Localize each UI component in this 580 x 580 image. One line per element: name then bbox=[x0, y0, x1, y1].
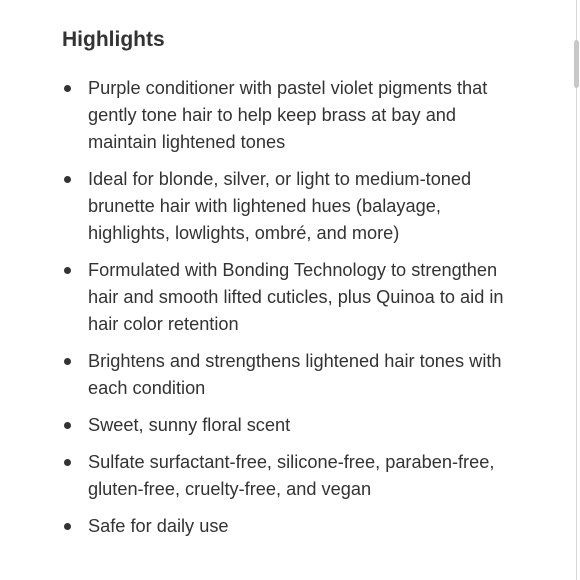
list-item-text: Sulfate surfactant-free, silicone-free, paraben-free, gluten-free, cruelty-free, and vegan bbox=[88, 452, 495, 499]
section-title: Highlights bbox=[62, 28, 165, 51]
list-item bbox=[62, 348, 512, 402]
list-item-text: Safe for daily use bbox=[88, 516, 229, 536]
list-item-text: Brightens and strengthens lightened hair tones with each condition bbox=[88, 351, 502, 398]
list-item-text: Ideal for blonde, silver, or light to medium-toned brunette hair with lightened hues (balayage, highlights, lowlights, ombré, and more) bbox=[88, 169, 472, 243]
list-item bbox=[62, 449, 512, 503]
list-item-text: Formulated with Bonding Technology to strengthen hair and smooth lifted cuticles, plus Quinoa to aid in hair color retention bbox=[88, 260, 504, 334]
list-item bbox=[62, 513, 512, 540]
bullet-dot-icon bbox=[64, 358, 71, 365]
list-item bbox=[62, 75, 512, 156]
list-item-text: Sweet, sunny floral scent bbox=[88, 415, 291, 435]
scrollbar[interactable] bbox=[568, 0, 580, 580]
bullet-dot-icon bbox=[64, 422, 71, 429]
bullet-dot-icon bbox=[64, 523, 71, 530]
highlights-list bbox=[62, 75, 512, 550]
bullet-dot-icon bbox=[64, 267, 71, 274]
list-item bbox=[62, 166, 512, 247]
bullet-dot-icon bbox=[64, 85, 71, 92]
bullet-dot-icon bbox=[64, 176, 71, 183]
list-item bbox=[62, 412, 512, 439]
scrollbar-thumb[interactable] bbox=[574, 40, 579, 88]
list-item-text: Purple conditioner with pastel violet pigments that gently tone hair to help keep brass at bay and maintain lightened tones bbox=[88, 78, 488, 152]
bullet-dot-icon bbox=[64, 459, 71, 466]
list-item bbox=[62, 257, 512, 338]
